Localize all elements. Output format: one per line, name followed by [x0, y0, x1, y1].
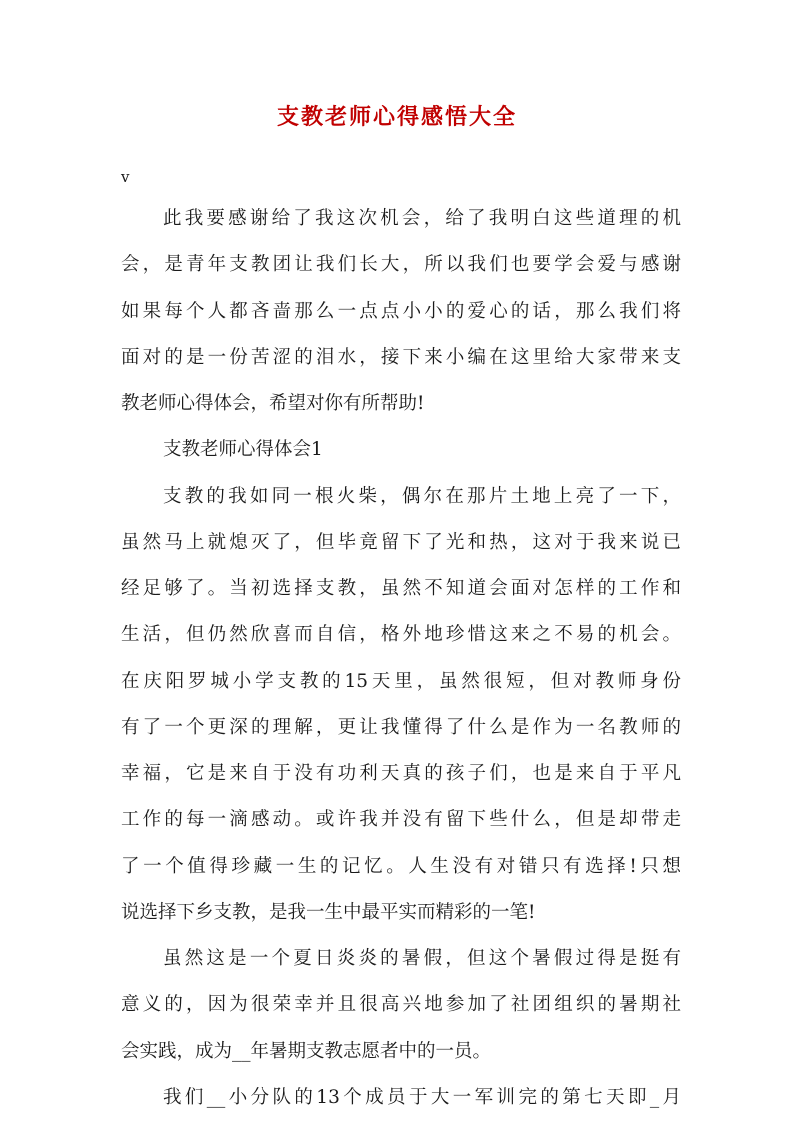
text-line: 如果每个人都吝啬那么一点点小小的爱心的话，那么我们将 — [121, 300, 681, 322]
stray-marker: v — [121, 168, 130, 186]
text-line: 教老师心得体会，希望对你有所帮助! — [121, 393, 425, 414]
text-line: 在庆阳罗城小学支教的15天里，虽然很短，但对教师身份 — [121, 670, 681, 692]
text-line: 了一个值得珍藏一生的记忆。人生没有对错只有选择!只想 — [121, 855, 681, 877]
text-line: 虽然马上就熄灭了，但毕竟留下了光和热，这对于我来说已 — [121, 531, 681, 553]
document-body — [121, 196, 681, 1121]
text-line: 支教的我如同一根火柴，偶尔在那片土地上亮了一下， — [163, 485, 681, 507]
text-line: 幸福，它是来自于没有功利天真的孩子们，也是来自于平凡 — [121, 763, 681, 784]
text-line: 工作的每一滴感动。或许我并没有留下些什么，但是却带走 — [121, 809, 681, 831]
text-line: 经足够了。当初选择支教，虽然不知道会面对怎样的工作和 — [121, 578, 681, 599]
text-line: 会，是青年支教团让我们长大，所以我们也要学会爱与感谢 — [121, 254, 681, 276]
text-line: 虽然这是一个夏日炎炎的暑假，但这个暑假过得是挺有 — [163, 948, 681, 969]
text-line: 面对的是一份苦涩的泪水，接下来小编在这里给大家带来支 — [121, 346, 681, 368]
text-line: 会实践，成为__年暑期支教志愿者中的一员。 — [121, 1040, 492, 1062]
text-line: 我们__小分队的13个成员于大一军训完的第七天即_月 — [163, 1086, 681, 1108]
text-line: 此我要感谢给了我这次机会，给了我明白这些道理的机 — [163, 208, 681, 229]
text-line: 生活，但仍然欣喜而自信，格外地珍惜这来之不易的机会。 — [121, 624, 681, 646]
text-line: 有了一个更深的理解，更让我懂得了什么是作为一名教师的 — [121, 716, 681, 738]
text-line: 说选择下乡支教，是我一生中最平实而精彩的一笔! — [121, 901, 536, 923]
document-title: 支教老师心得感悟大全 — [276, 104, 517, 130]
section-heading: 支教老师心得体会1 — [163, 439, 323, 461]
text-line: 意义的，因为很荣幸并且很高兴地参加了社团组织的暑期社 — [121, 994, 681, 1016]
